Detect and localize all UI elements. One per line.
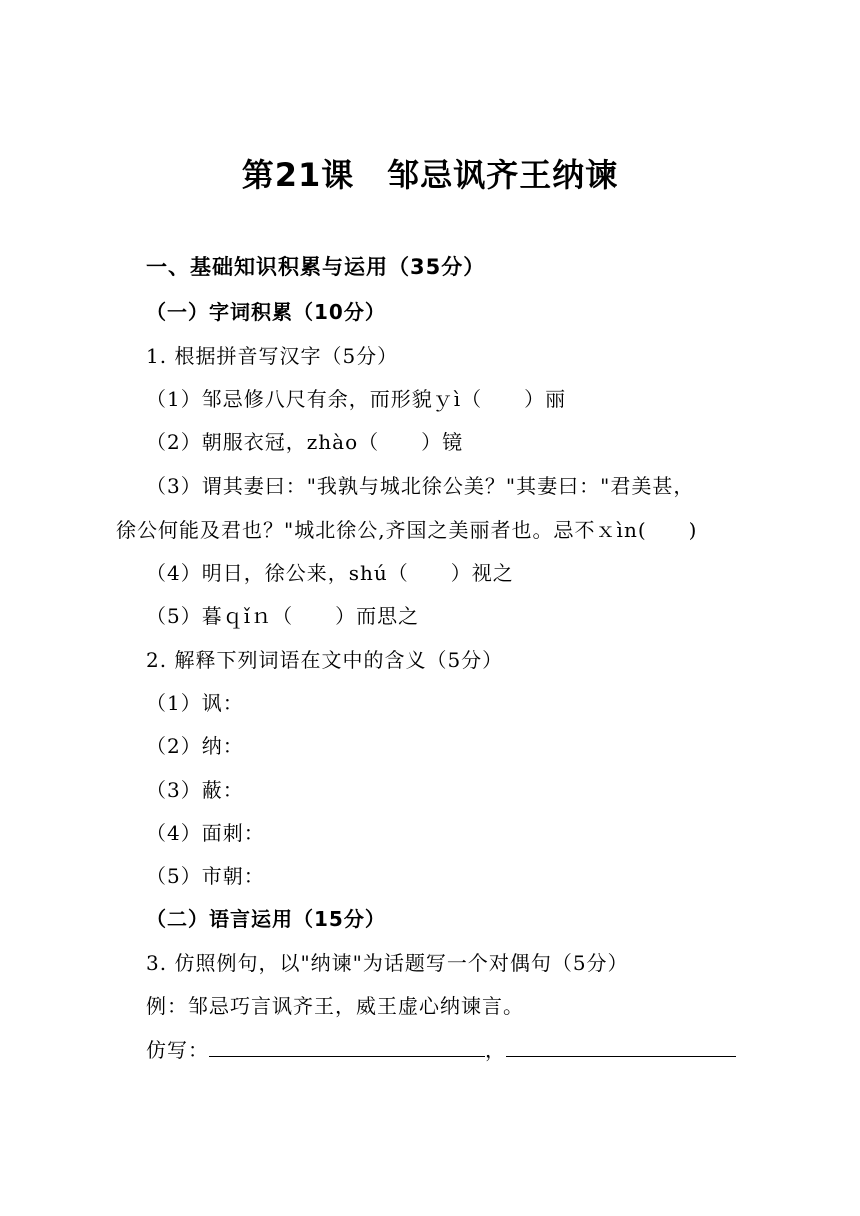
lesson-title: 第21课 邹忌讽齐王纳谏: [241, 156, 619, 194]
answer-blank-2[interactable]: [506, 1038, 736, 1057]
question-1-item: （4）明日，徐公来，shú（ ）视之: [146, 561, 514, 585]
question-1-item-continuation: 徐公何能及君也？"城北徐公,齐国之美丽者也。忌不ｘìn( ): [116, 518, 698, 542]
question-1-item: （1）邹忌修八尺有余，而形貌ｙì（ ）丽: [146, 387, 567, 411]
question-1-item: （5）暮ｑǐｎ（ ）而思之: [146, 604, 420, 628]
question-3-example: 例：邹忌巧言讽齐王，威王虚心纳谏言。: [146, 994, 524, 1018]
question-2-item: （2）纳：: [146, 734, 244, 758]
subsection-heading-language: （二）语言运用（15分）: [146, 907, 386, 931]
imitate-label: 仿写：: [146, 1038, 209, 1062]
subsection-heading-vocab: （一）字词积累（10分）: [146, 300, 386, 324]
answer-blank-1[interactable]: [209, 1038, 485, 1057]
question-3-stem: 3. 仿照例句，以"纳谏"为话题写一个对偶句（5分）: [146, 951, 629, 975]
question-2-item: （1）讽：: [146, 691, 244, 715]
question-1-item: （3）谓其妻曰："我孰与城北徐公美？"其妻曰："君美甚，: [146, 474, 695, 498]
question-3-imitate-row: [146, 1034, 736, 1063]
question-2-item: （5）市朝：: [146, 864, 265, 888]
question-2-stem: 2. 解释下列词语在文中的含义（5分）: [146, 648, 504, 672]
blank-separator: ，: [485, 1038, 506, 1062]
question-2-item: （3）蔽：: [146, 778, 244, 802]
question-1-stem: 1. 根据拼音写汉字（5分）: [146, 344, 399, 368]
question-2-item: （4）面刺：: [146, 821, 265, 845]
section-heading-basics: 一、基础知识积累与运用（35分）: [146, 255, 486, 279]
question-1-item: （2）朝服衣冠，zhào（ ）镜: [146, 430, 464, 454]
